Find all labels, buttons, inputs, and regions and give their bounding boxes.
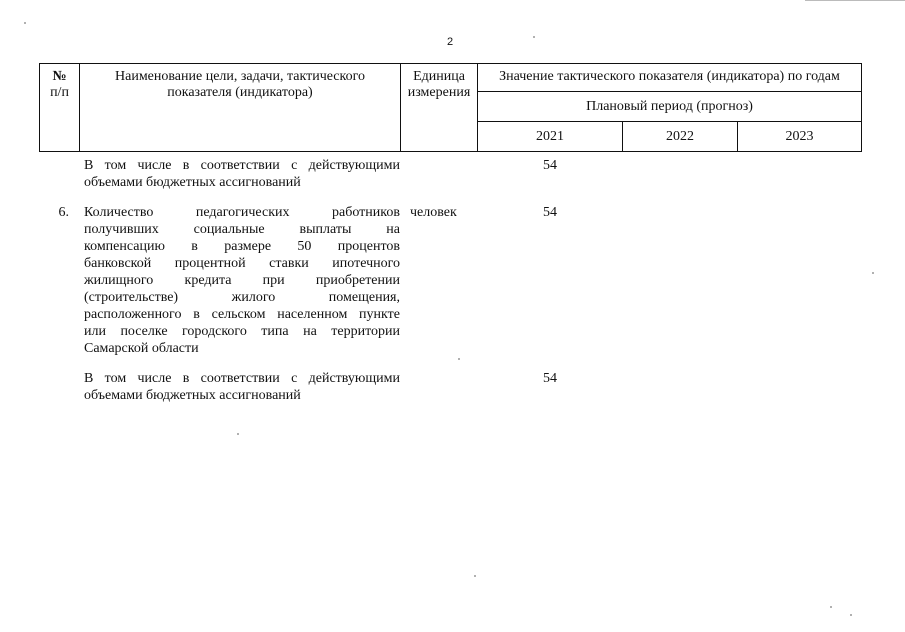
row-3-line-1: В том числе в соответствии с действующими bbox=[84, 371, 400, 386]
header-cell-values: Значение тактического показателя (индикатора) по годам bbox=[478, 64, 862, 92]
indicator-table-header bbox=[39, 63, 862, 152]
scan-speck bbox=[533, 36, 535, 38]
row-1-description bbox=[84, 157, 400, 191]
header-cell-planning-period: Плановый период (прогноз) bbox=[478, 92, 862, 122]
scan-speck bbox=[237, 433, 239, 435]
scan-speck bbox=[850, 614, 852, 616]
header-cell-number bbox=[40, 64, 80, 152]
header-number-line-1: № bbox=[52, 69, 67, 84]
row-2-line-7: расположенного в сельском населенном пункте bbox=[84, 307, 400, 322]
header-name-line-2: показателя (индикатора) bbox=[167, 85, 313, 100]
header-cell-name bbox=[80, 64, 401, 152]
header-unit-line-1: Единица bbox=[413, 69, 465, 84]
header-cell-year-2022: 2022 bbox=[623, 122, 738, 152]
header-cell-year-2021: 2021 bbox=[478, 122, 623, 152]
row-1-line-1: В том числе в соответствии с действующими bbox=[84, 158, 400, 173]
scan-speck bbox=[458, 358, 460, 360]
header-cell-year-2023: 2023 bbox=[738, 122, 862, 152]
row-2-line-6: (строительстве) жилого помещения, bbox=[84, 290, 400, 305]
row-3-value-2021: 54 bbox=[543, 371, 557, 386]
header-name-line-1: Наименование цели, задачи, тактического bbox=[115, 69, 365, 84]
row-2-unit: человек bbox=[410, 205, 457, 220]
row-2-line-3: компенсацию в размере 50 процентов bbox=[84, 239, 400, 254]
row-2-line-9: Самарской области bbox=[84, 341, 199, 356]
row-2-line-8: или поселке городского типа на территории bbox=[84, 324, 400, 339]
scan-speck bbox=[24, 22, 26, 24]
row-2-line-5: жилищного кредита при приобретении bbox=[84, 273, 400, 288]
row-2-line-2: получивших социальные выплаты на bbox=[84, 222, 400, 237]
scan-speck bbox=[474, 575, 476, 577]
scan-speck bbox=[830, 606, 832, 608]
row-1-line-2: объемами бюджетных ассигнований bbox=[84, 175, 301, 190]
header-unit-line-2: измерения bbox=[407, 85, 471, 100]
row-2-number: 6. bbox=[58, 205, 69, 220]
row-2-line-4: банковской процентной ставки ипотечного bbox=[84, 256, 400, 271]
row-2-description bbox=[84, 204, 400, 357]
row-3-description bbox=[84, 370, 400, 404]
row-1-value-2021: 54 bbox=[543, 158, 557, 173]
row-3-line-2: объемами бюджетных ассигнований bbox=[84, 388, 301, 403]
header-number-line-2: п/п bbox=[50, 85, 69, 100]
row-2-value-2021: 54 bbox=[543, 205, 557, 220]
scan-edge-line bbox=[805, 0, 905, 1]
header-cell-unit bbox=[401, 64, 478, 152]
page-number: 2 bbox=[446, 36, 454, 48]
scan-speck bbox=[872, 272, 874, 274]
row-2-line-1: Количество педагогических работников bbox=[84, 205, 400, 220]
